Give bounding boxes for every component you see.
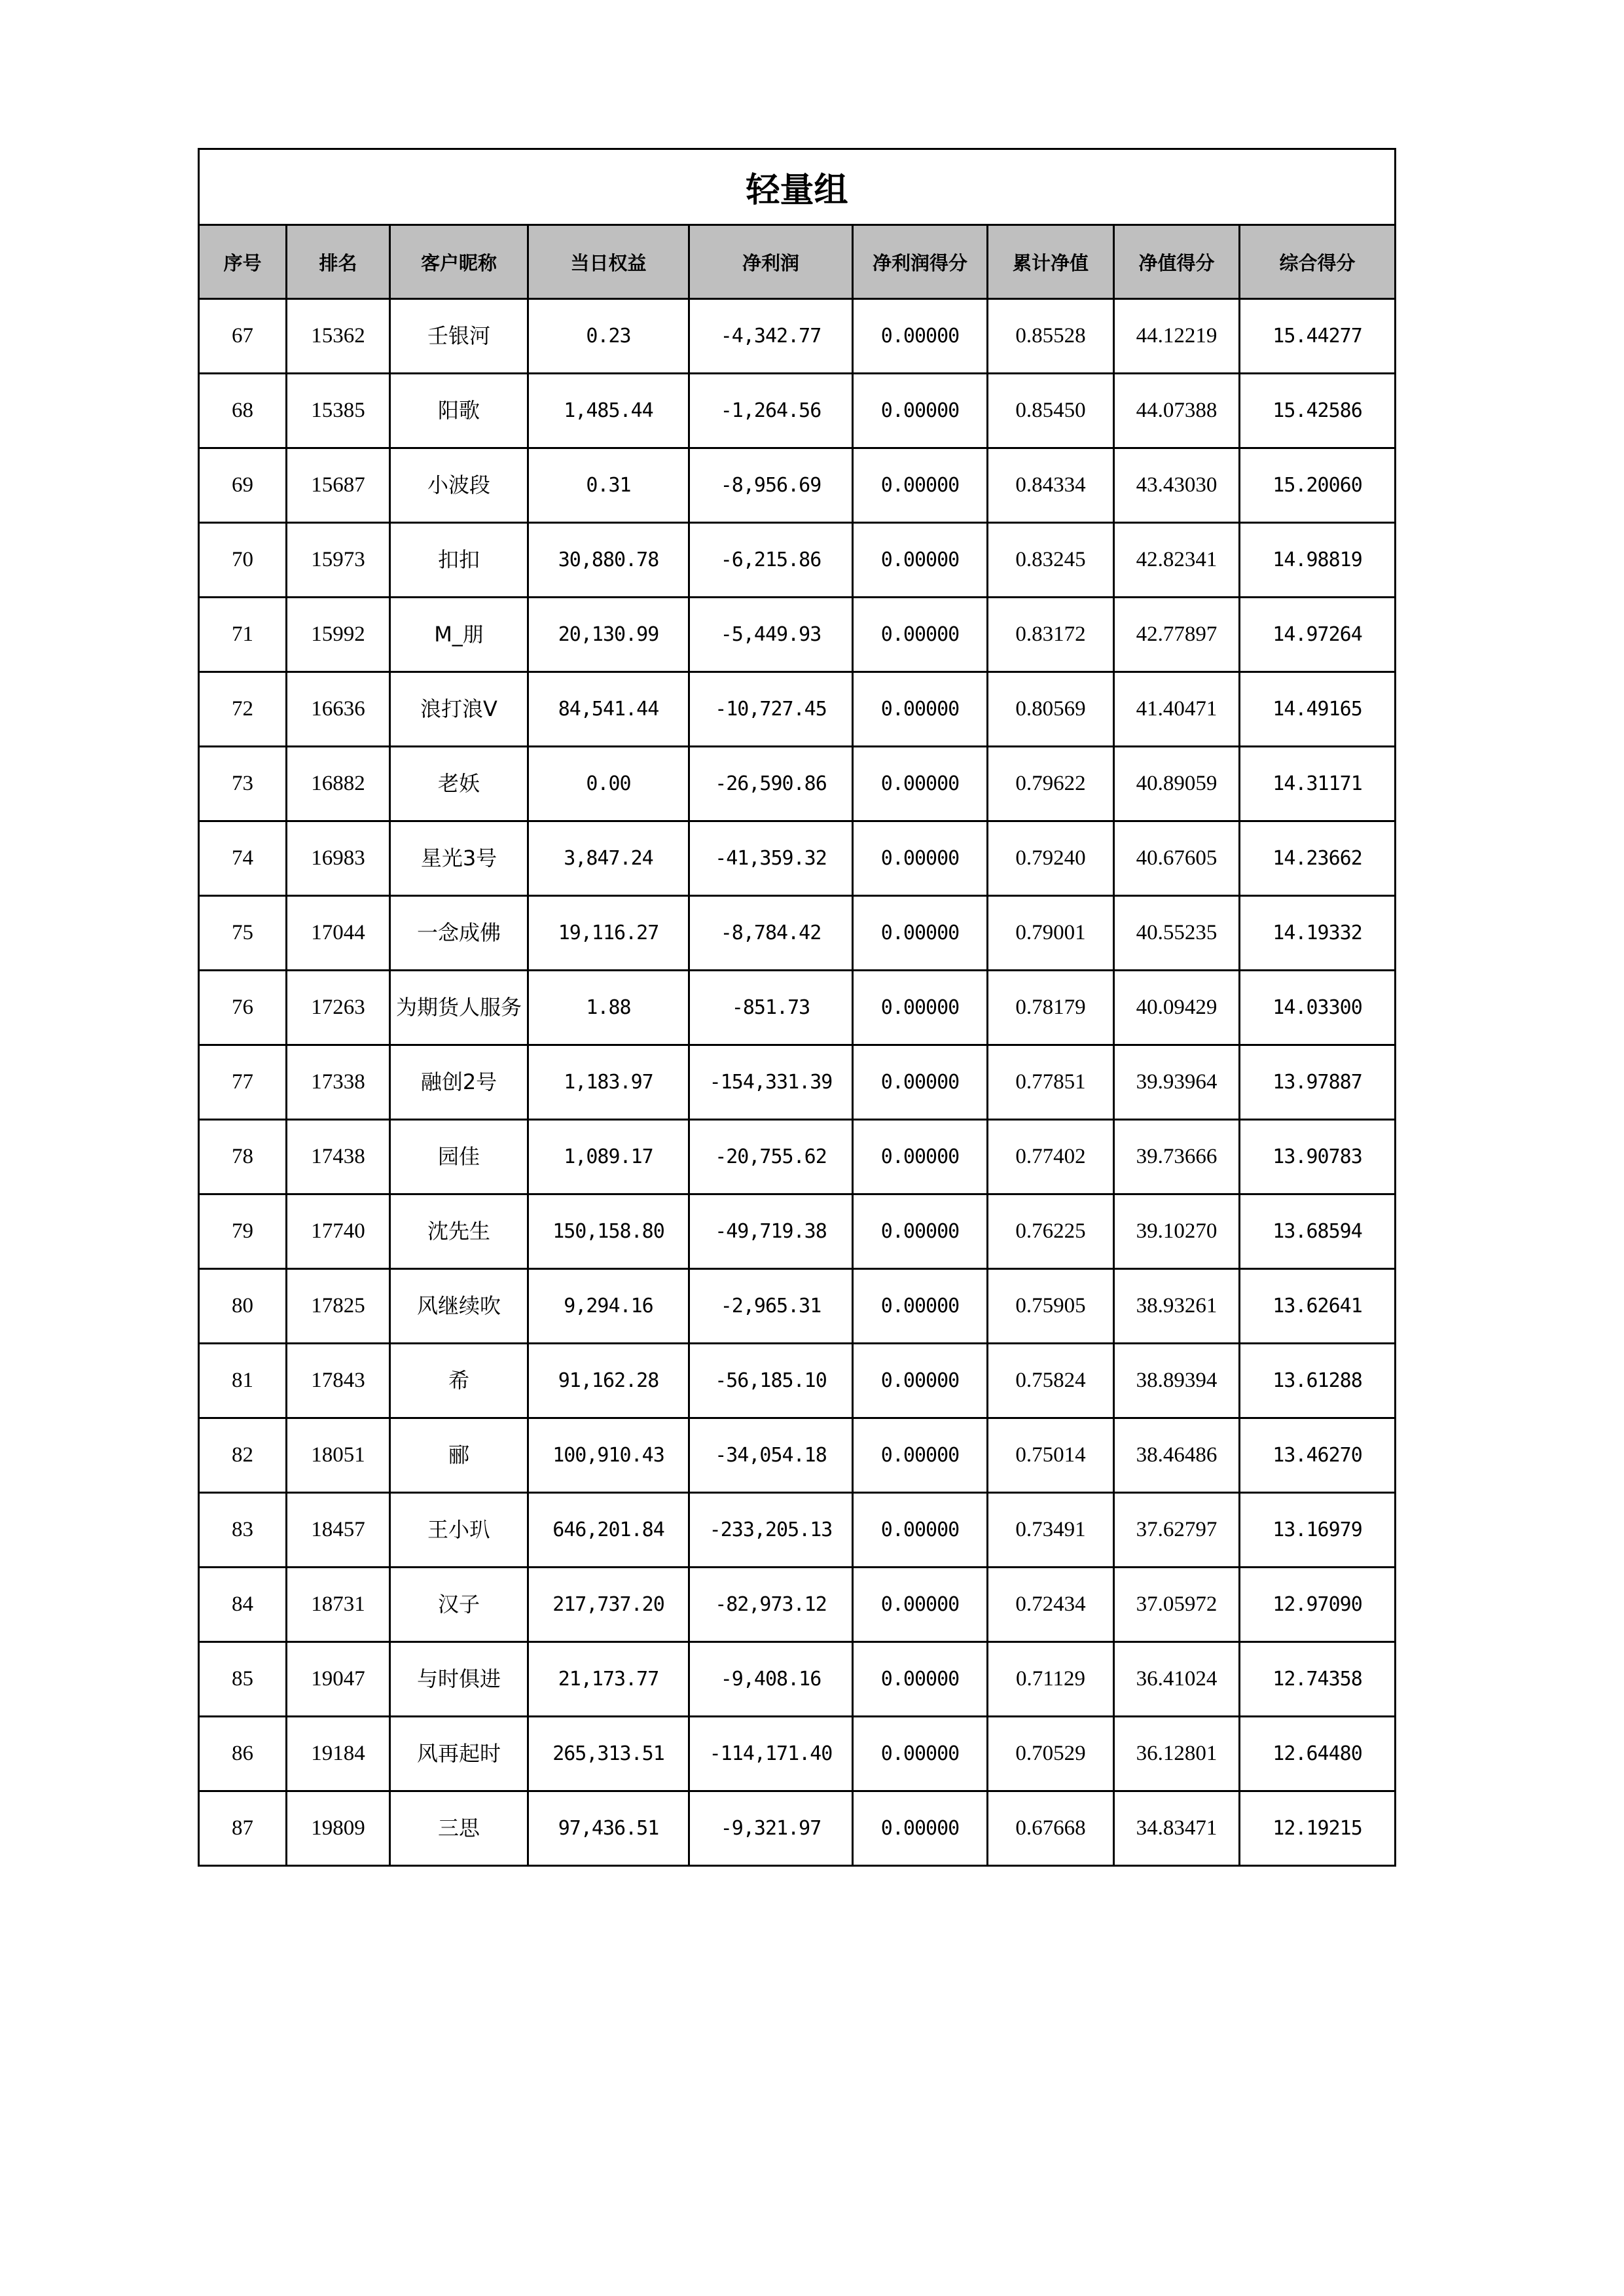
cell-overall-score: 14.49165: [1240, 672, 1396, 747]
cell-cumulative-nav: 0.76225: [988, 1194, 1114, 1269]
cell-net-profit-score: 0.00000: [853, 1120, 988, 1194]
cell-index: 68: [199, 374, 287, 448]
cell-nav-score: 36.41024: [1114, 1642, 1240, 1717]
cell-net-profit: -6,215.86: [689, 523, 853, 598]
cell-net-profit-score: 0.00000: [853, 1045, 988, 1120]
cell-nickname: 为期货人服务: [390, 971, 528, 1045]
cell-nav-score: 41.40471: [1114, 672, 1240, 747]
table-row: [199, 1120, 1396, 1194]
cell-net-profit: -9,408.16: [689, 1642, 853, 1717]
cell-net-profit: -1,264.56: [689, 374, 853, 448]
cell-rank: 17338: [287, 1045, 390, 1120]
cell-net-profit: -10,727.45: [689, 672, 853, 747]
cell-overall-score: 13.97887: [1240, 1045, 1396, 1120]
cell-nickname: 浪打浪V: [390, 672, 528, 747]
cell-index: 75: [199, 896, 287, 971]
cell-nav-score: 43.43030: [1114, 448, 1240, 523]
cell-nav-score: 40.55235: [1114, 896, 1240, 971]
cell-nav-score: 38.46486: [1114, 1418, 1240, 1493]
table-row: [199, 896, 1396, 971]
cell-net-profit-score: 0.00000: [853, 971, 988, 1045]
cell-nickname: 小波段: [390, 448, 528, 523]
cell-net-profit-score: 0.00000: [853, 896, 988, 971]
cell-index: 85: [199, 1642, 287, 1717]
cell-net-profit: -4,342.77: [689, 299, 853, 374]
cell-rank: 15362: [287, 299, 390, 374]
cell-overall-score: 13.68594: [1240, 1194, 1396, 1269]
table-row: [199, 374, 1396, 448]
cell-daily-equity: 0.31: [528, 448, 689, 523]
cell-index: 81: [199, 1344, 287, 1418]
cell-cumulative-nav: 0.79622: [988, 747, 1114, 821]
cell-nickname: 王小玐: [390, 1493, 528, 1568]
cell-rank: 19184: [287, 1717, 390, 1791]
cell-net-profit-score: 0.00000: [853, 1269, 988, 1344]
table-row: [199, 523, 1396, 598]
cell-nickname: 希: [390, 1344, 528, 1418]
cell-rank: 18731: [287, 1568, 390, 1642]
cell-overall-score: 14.23662: [1240, 821, 1396, 896]
cell-daily-equity: 150,158.80: [528, 1194, 689, 1269]
cell-rank: 15687: [287, 448, 390, 523]
cell-daily-equity: 1,089.17: [528, 1120, 689, 1194]
cell-net-profit-score: 0.00000: [853, 374, 988, 448]
cell-rank: 18051: [287, 1418, 390, 1493]
column-header-nav-score: 净值得分: [1114, 225, 1240, 299]
cell-rank: 16983: [287, 821, 390, 896]
table-body: [199, 299, 1396, 1866]
table-row: [199, 1194, 1396, 1269]
cell-net-profit-score: 0.00000: [853, 598, 988, 672]
cell-index: 83: [199, 1493, 287, 1568]
cell-net-profit-score: 0.00000: [853, 747, 988, 821]
table-row: [199, 1269, 1396, 1344]
cell-net-profit-score: 0.00000: [853, 1642, 988, 1717]
cell-index: 84: [199, 1568, 287, 1642]
cell-daily-equity: 0.23: [528, 299, 689, 374]
cell-daily-equity: 91,162.28: [528, 1344, 689, 1418]
table-row: [199, 1493, 1396, 1568]
cell-nav-score: 38.89394: [1114, 1344, 1240, 1418]
cell-daily-equity: 1.88: [528, 971, 689, 1045]
cell-net-profit: -82,973.12: [689, 1568, 853, 1642]
cell-nickname: 与时俱进: [390, 1642, 528, 1717]
cell-rank: 19047: [287, 1642, 390, 1717]
table-row: [199, 1045, 1396, 1120]
ranking-table: [198, 148, 1396, 1867]
cell-net-profit: -8,956.69: [689, 448, 853, 523]
cell-daily-equity: 97,436.51: [528, 1791, 689, 1866]
cell-overall-score: 13.90783: [1240, 1120, 1396, 1194]
cell-nav-score: 39.10270: [1114, 1194, 1240, 1269]
cell-nav-score: 39.93964: [1114, 1045, 1240, 1120]
cell-nickname: 郦: [390, 1418, 528, 1493]
cell-nickname: 老妖: [390, 747, 528, 821]
table-row: [199, 821, 1396, 896]
cell-net-profit: -56,185.10: [689, 1344, 853, 1418]
table-row: [199, 1717, 1396, 1791]
cell-nickname: 壬银河: [390, 299, 528, 374]
cell-cumulative-nav: 0.80569: [988, 672, 1114, 747]
column-header-index: 序号: [199, 225, 287, 299]
column-header-nickname: 客户昵称: [390, 225, 528, 299]
cell-cumulative-nav: 0.75014: [988, 1418, 1114, 1493]
cell-net-profit-score: 0.00000: [853, 299, 988, 374]
table-title: 轻量组: [199, 149, 1396, 225]
cell-nav-score: 37.05972: [1114, 1568, 1240, 1642]
cell-index: 76: [199, 971, 287, 1045]
cell-index: 87: [199, 1791, 287, 1866]
cell-nav-score: 40.09429: [1114, 971, 1240, 1045]
cell-overall-score: 15.44277: [1240, 299, 1396, 374]
cell-net-profit-score: 0.00000: [853, 1194, 988, 1269]
cell-net-profit: -20,755.62: [689, 1120, 853, 1194]
cell-index: 79: [199, 1194, 287, 1269]
cell-cumulative-nav: 0.83172: [988, 598, 1114, 672]
cell-cumulative-nav: 0.72434: [988, 1568, 1114, 1642]
cell-nav-score: 40.89059: [1114, 747, 1240, 821]
table-row: [199, 1418, 1396, 1493]
cell-daily-equity: 217,737.20: [528, 1568, 689, 1642]
cell-nickname: 沈先生: [390, 1194, 528, 1269]
cell-index: 71: [199, 598, 287, 672]
cell-rank: 17263: [287, 971, 390, 1045]
cell-daily-equity: 30,880.78: [528, 523, 689, 598]
cell-rank: 16882: [287, 747, 390, 821]
cell-nickname: 星光3号: [390, 821, 528, 896]
cell-daily-equity: 9,294.16: [528, 1269, 689, 1344]
cell-nickname: 园佳: [390, 1120, 528, 1194]
cell-nickname: M_朋: [390, 598, 528, 672]
cell-overall-score: 14.31171: [1240, 747, 1396, 821]
cell-overall-score: 14.97264: [1240, 598, 1396, 672]
cell-overall-score: 12.19215: [1240, 1791, 1396, 1866]
cell-daily-equity: 1,183.97: [528, 1045, 689, 1120]
cell-nav-score: 36.12801: [1114, 1717, 1240, 1791]
cell-net-profit: -114,171.40: [689, 1717, 853, 1791]
column-header-net-profit-score: 净利润得分: [853, 225, 988, 299]
cell-index: 67: [199, 299, 287, 374]
cell-index: 72: [199, 672, 287, 747]
cell-cumulative-nav: 0.79240: [988, 821, 1114, 896]
cell-overall-score: 15.42586: [1240, 374, 1396, 448]
cell-index: 78: [199, 1120, 287, 1194]
cell-rank: 17044: [287, 896, 390, 971]
cell-overall-score: 14.03300: [1240, 971, 1396, 1045]
cell-overall-score: 12.64480: [1240, 1717, 1396, 1791]
cell-index: 74: [199, 821, 287, 896]
cell-index: 86: [199, 1717, 287, 1791]
cell-daily-equity: 19,116.27: [528, 896, 689, 971]
cell-nav-score: 42.82341: [1114, 523, 1240, 598]
cell-nickname: 汉子: [390, 1568, 528, 1642]
cell-net-profit-score: 0.00000: [853, 448, 988, 523]
column-header-overall-score: 综合得分: [1240, 225, 1396, 299]
cell-net-profit: -41,359.32: [689, 821, 853, 896]
cell-index: 73: [199, 747, 287, 821]
cell-rank: 18457: [287, 1493, 390, 1568]
cell-nav-score: 37.62797: [1114, 1493, 1240, 1568]
cell-net-profit-score: 0.00000: [853, 1418, 988, 1493]
cell-overall-score: 13.62641: [1240, 1269, 1396, 1344]
cell-nickname: 一念成佛: [390, 896, 528, 971]
cell-index: 70: [199, 523, 287, 598]
cell-cumulative-nav: 0.85528: [988, 299, 1114, 374]
column-header-daily-equity: 当日权益: [528, 225, 689, 299]
cell-index: 69: [199, 448, 287, 523]
cell-cumulative-nav: 0.84334: [988, 448, 1114, 523]
cell-cumulative-nav: 0.83245: [988, 523, 1114, 598]
cell-overall-score: 13.61288: [1240, 1344, 1396, 1418]
cell-net-profit-score: 0.00000: [853, 1791, 988, 1866]
cell-net-profit: -154,331.39: [689, 1045, 853, 1120]
cell-nickname: 风再起时: [390, 1717, 528, 1791]
cell-rank: 17825: [287, 1269, 390, 1344]
cell-net-profit: -233,205.13: [689, 1493, 853, 1568]
header-row: [199, 225, 1396, 299]
cell-net-profit: -34,054.18: [689, 1418, 853, 1493]
cell-nav-score: 38.93261: [1114, 1269, 1240, 1344]
cell-nav-score: 39.73666: [1114, 1120, 1240, 1194]
cell-net-profit: -5,449.93: [689, 598, 853, 672]
cell-net-profit-score: 0.00000: [853, 821, 988, 896]
cell-daily-equity: 100,910.43: [528, 1418, 689, 1493]
cell-rank: 16636: [287, 672, 390, 747]
cell-rank: 15992: [287, 598, 390, 672]
cell-net-profit-score: 0.00000: [853, 523, 988, 598]
cell-daily-equity: 84,541.44: [528, 672, 689, 747]
cell-overall-score: 14.19332: [1240, 896, 1396, 971]
cell-net-profit: -49,719.38: [689, 1194, 853, 1269]
cell-net-profit-score: 0.00000: [853, 1568, 988, 1642]
cell-rank: 15385: [287, 374, 390, 448]
cell-cumulative-nav: 0.73491: [988, 1493, 1114, 1568]
cell-cumulative-nav: 0.77402: [988, 1120, 1114, 1194]
table-row: [199, 1568, 1396, 1642]
cell-net-profit: -851.73: [689, 971, 853, 1045]
cell-nickname: 风继续吹: [390, 1269, 528, 1344]
cell-nickname: 扣扣: [390, 523, 528, 598]
cell-overall-score: 12.97090: [1240, 1568, 1396, 1642]
column-header-cumulative-nav: 累计净值: [988, 225, 1114, 299]
cell-net-profit: -9,321.97: [689, 1791, 853, 1866]
table-row: [199, 299, 1396, 374]
ranking-sheet: [198, 148, 1394, 1867]
cell-cumulative-nav: 0.70529: [988, 1717, 1114, 1791]
cell-net-profit-score: 0.00000: [853, 1493, 988, 1568]
cell-net-profit: -26,590.86: [689, 747, 853, 821]
cell-cumulative-nav: 0.75905: [988, 1269, 1114, 1344]
cell-index: 80: [199, 1269, 287, 1344]
table-row: [199, 1344, 1396, 1418]
cell-nav-score: 40.67605: [1114, 821, 1240, 896]
cell-cumulative-nav: 0.78179: [988, 971, 1114, 1045]
cell-nav-score: 42.77897: [1114, 598, 1240, 672]
cell-overall-score: 13.46270: [1240, 1418, 1396, 1493]
cell-cumulative-nav: 0.67668: [988, 1791, 1114, 1866]
table-row: [199, 448, 1396, 523]
cell-index: 82: [199, 1418, 287, 1493]
cell-nickname: 三思: [390, 1791, 528, 1866]
table-row: [199, 672, 1396, 747]
cell-daily-equity: 1,485.44: [528, 374, 689, 448]
cell-overall-score: 14.98819: [1240, 523, 1396, 598]
table-row: [199, 747, 1396, 821]
table-row: [199, 598, 1396, 672]
table-row: [199, 971, 1396, 1045]
cell-net-profit-score: 0.00000: [853, 1717, 988, 1791]
column-header-net-profit: 净利润: [689, 225, 853, 299]
cell-index: 77: [199, 1045, 287, 1120]
cell-nav-score: 44.12219: [1114, 299, 1240, 374]
cell-rank: 15973: [287, 523, 390, 598]
cell-rank: 19809: [287, 1791, 390, 1866]
cell-nickname: 阳歌: [390, 374, 528, 448]
cell-nickname: 融创2号: [390, 1045, 528, 1120]
cell-daily-equity: 265,313.51: [528, 1717, 689, 1791]
cell-rank: 17843: [287, 1344, 390, 1418]
cell-cumulative-nav: 0.75824: [988, 1344, 1114, 1418]
cell-daily-equity: 646,201.84: [528, 1493, 689, 1568]
cell-rank: 17438: [287, 1120, 390, 1194]
cell-cumulative-nav: 0.85450: [988, 374, 1114, 448]
cell-net-profit: -2,965.31: [689, 1269, 853, 1344]
table-row: [199, 1791, 1396, 1866]
cell-daily-equity: 3,847.24: [528, 821, 689, 896]
cell-daily-equity: 21,173.77: [528, 1642, 689, 1717]
cell-rank: 17740: [287, 1194, 390, 1269]
column-header-rank: 排名: [287, 225, 390, 299]
cell-net-profit-score: 0.00000: [853, 672, 988, 747]
cell-overall-score: 12.74358: [1240, 1642, 1396, 1717]
cell-daily-equity: 20,130.99: [528, 598, 689, 672]
cell-net-profit-score: 0.00000: [853, 1344, 988, 1418]
cell-daily-equity: 0.00: [528, 747, 689, 821]
table-row: [199, 1642, 1396, 1717]
cell-overall-score: 13.16979: [1240, 1493, 1396, 1568]
cell-nav-score: 44.07388: [1114, 374, 1240, 448]
cell-overall-score: 15.20060: [1240, 448, 1396, 523]
cell-nav-score: 34.83471: [1114, 1791, 1240, 1866]
cell-cumulative-nav: 0.79001: [988, 896, 1114, 971]
cell-cumulative-nav: 0.77851: [988, 1045, 1114, 1120]
cell-net-profit: -8,784.42: [689, 896, 853, 971]
cell-cumulative-nav: 0.71129: [988, 1642, 1114, 1717]
